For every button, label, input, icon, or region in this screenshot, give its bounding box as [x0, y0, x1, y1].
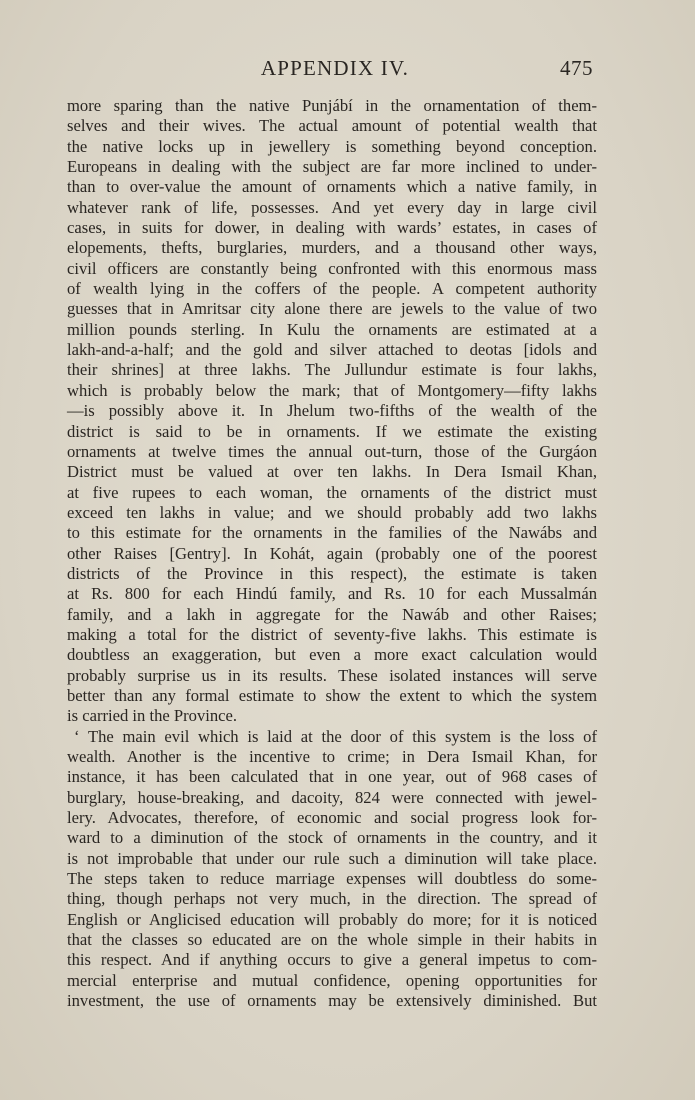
- text-line: at Rs. 800 for each Hindú family, and Rs. 10 for each Mussalmán: [67, 584, 597, 604]
- text-line: million pounds sterling. In Kulu the ornaments are estimated at a: [67, 319, 597, 339]
- text-line: thing, though perhaps not very much, in the direction. The spread of: [67, 889, 597, 909]
- text-line: District must be valued at over ten lakhs. In Dera Ismail Khan,: [67, 462, 597, 482]
- text-line: cases, in suits for dower, in dealing with wards’ estates, in cases of: [67, 218, 597, 238]
- text-line: the native locks up in jewellery is something beyond conception.: [67, 136, 597, 156]
- text-line: other Raises [Gentry]. In Kohát, again (probably one of the poorest: [67, 543, 597, 563]
- text-line: burglary, house-breaking, and dacoity, 824 were connected with jewel-: [67, 787, 597, 807]
- text-line: mercial enterprise and mutual confidence, opening opportunities for: [67, 970, 597, 990]
- text-line: district is said to be in ornaments. If we estimate the existing: [67, 421, 597, 441]
- text-line: The steps taken to reduce marriage expenses will doubtless do some-: [67, 869, 597, 889]
- text-line: which is probably below the mark; that of Montgomery—fifty lakhs: [67, 380, 597, 400]
- page-number: 475: [560, 56, 593, 80]
- text-line: is not improbable that under our rule such a diminution will take place.: [67, 848, 597, 868]
- text-line: whatever rank of life, possesses. And yet every day in large civil: [67, 197, 597, 217]
- text-line: ward to a diminution of the stock of ornaments in the country, and it: [67, 828, 597, 848]
- text-line: elopements, thefts, burglaries, murders, and a thousand other ways,: [67, 238, 597, 258]
- text-line: civil officers are constantly being confronted with this enormous mass: [67, 258, 597, 278]
- text-line: doubtless an exaggeration, but even a more exact calculation would: [67, 645, 597, 665]
- text-line: more sparing than the native Punjábí in the ornamentation of them-: [67, 96, 597, 115]
- text-line: probably surprise us in its results. These isolated instances will serve: [67, 665, 597, 685]
- text-line: family, and a lakh in aggregate for the Nawáb and other Raises;: [67, 604, 597, 624]
- text-line: guesses that in Amritsar city alone there are jewels to the value of two: [67, 299, 597, 319]
- text-line: to this estimate for the ornaments in the families of the Nawábs and: [67, 523, 597, 543]
- text-line: of wealth lying in the coffers of the people. A competent authority: [67, 279, 597, 299]
- text-line: better than any formal estimate to show the extent to which the system: [67, 685, 597, 705]
- text-line: ornaments at twelve times the annual out-turn, those of the Gurgáon: [67, 441, 597, 461]
- text-line: than to over-value the amount of ornaments which a native family, in: [67, 177, 597, 197]
- text-line: making a total for the district of seventy-five lakhs. This estimate is: [67, 624, 597, 644]
- text-line: lakh-and-a-half; and the gold and silver attached to deotas [idols and: [67, 340, 597, 360]
- text-line: Europeans in dealing with the subject are far more inclined to under-: [67, 157, 597, 177]
- text-line: wealth. Another is the incentive to crime; in Dera Ismail Khan, for: [67, 747, 597, 766]
- body-text: [67, 96, 597, 1011]
- text-line: is carried in the Province.: [67, 706, 238, 726]
- text-line: at five rupees to each woman, the ornaments of the district must: [67, 482, 597, 502]
- text-line: English or Anglicised education will probably do more; for it is noticed: [67, 909, 597, 929]
- text-line: this respect. And if anything occurs to give a general impetus to com-: [67, 950, 597, 970]
- text-line: ‘ The main evil which is laid at the door of this system is the loss of: [74, 726, 597, 746]
- running-title: APPENDIX IV.: [260, 56, 410, 80]
- text-line: investment, the use of ornaments may be extensively diminished. But: [67, 991, 597, 1011]
- text-line: selves and their wives. The actual amount of potential wealth that: [67, 116, 597, 136]
- text-line: exceed ten lakhs in value; and we should probably add two lakhs: [67, 502, 597, 522]
- text-line: —is possibly above it. In Jhelum two-fifths of the wealth of the: [67, 401, 597, 421]
- text-line: districts of the Province in this respect), the estimate is taken: [67, 563, 597, 583]
- text-line: lery. Advocates, therefore, of economic and social progress look for-: [67, 808, 597, 828]
- text-line: instance, it has been calculated that in one year, out of 968 cases of: [67, 767, 597, 787]
- text-line: their shrines] at three lakhs. The Jullundur estimate is four lakhs,: [67, 360, 597, 380]
- text-line: that the classes so educated are on the whole simple in their habits in: [67, 930, 597, 950]
- page-header: [0, 56, 695, 86]
